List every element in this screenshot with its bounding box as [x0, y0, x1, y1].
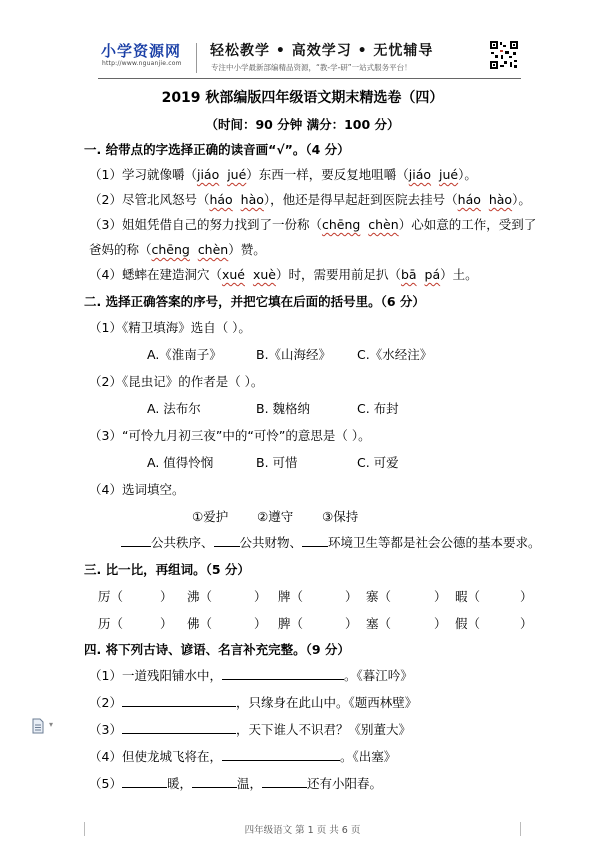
s2-q2-option-b: B. 魏格纳 [256, 401, 311, 416]
s3-paren: ） [520, 589, 533, 604]
chevron-down-icon[interactable]: ▾ [49, 720, 54, 729]
s3-char: 假（ [455, 616, 481, 631]
s3-char: 脾（ [278, 616, 304, 631]
s3-paren: ） [520, 616, 533, 631]
s2-question-1: （1）《精卫填海》选自（ ）。 [89, 320, 251, 335]
site-logo: 小学资源网 [101, 42, 182, 60]
s4-question-2: （2） ，只缘身在此山中。《题西林壁》 [89, 695, 418, 710]
s2-question-2: （2）《昆虫记》的作者是（ ）。 [89, 374, 264, 389]
s3-char: 暇（ [455, 589, 481, 604]
s2-q4-fill-sentence: 公共秩序、 公共财物、 环境卫生等都是社会公德的基本要求。 [121, 533, 541, 551]
exam-title: 2019 秋部编版四年级语文期末精选卷（四） [161, 90, 444, 106]
s3-paren: ） [254, 616, 267, 631]
s4-question-1: （1）一道残阳铺水中， 。《暮江吟》 [89, 668, 413, 683]
s1-question-3-cont: 爸妈的称（chēng chèn）赞。 [89, 242, 266, 257]
s3-char: 牌（ [278, 589, 304, 604]
s2-q2-option-c: C. 布封 [357, 401, 399, 416]
section-3-heading: 三. 比一比，再组词。（5 分） [84, 562, 250, 577]
s4-question-4: （4）但使龙城飞将在， 。《出塞》 [89, 749, 397, 764]
header-rule [98, 78, 521, 79]
s1-question-4: （4）蟋蟀在建造洞穴（xué xuè）时，需要用前足扒（bā pá）土。 [89, 267, 478, 282]
s3-paren: ） [160, 589, 173, 604]
s2-q1-option-b: B.《山海经》 [256, 347, 332, 362]
site-url: http://www.nguanjie.com [102, 60, 182, 67]
blank[interactable] [302, 534, 328, 547]
header-slogan: 轻松教学 • 高效学习 • 无忧辅导 [210, 43, 434, 59]
blank[interactable] [262, 775, 307, 788]
s2-q4-word-3: ③保持 [322, 509, 359, 524]
s3-paren: ） [434, 616, 447, 631]
s2-q2-option-a: A. 法布尔 [147, 401, 201, 416]
s2-q1-option-c: C.《水经注》 [357, 347, 433, 362]
s2-q1-option-a: A.《淮南子》 [147, 347, 222, 362]
s3-paren: ） [345, 616, 358, 631]
blank[interactable] [121, 534, 151, 547]
blank[interactable] [122, 775, 167, 788]
s3-char: 历（ [98, 616, 124, 631]
s3-char: 厉（ [98, 589, 124, 604]
s4-question-5: （5） 暖， 温， 还有小阳春。 [89, 776, 382, 791]
s1-question-2: （2）尽管北风怒号（háo hào），他还是得早起赶到医院去挂号（háo hào）。 [89, 192, 531, 207]
s2-question-3: （3）“可怜九月初三夜”中的“可怜”的意思是（ ）。 [89, 428, 371, 443]
qr-code-icon [489, 40, 519, 70]
s2-q3-option-b: B. 可惜 [256, 455, 298, 470]
blank[interactable] [122, 694, 236, 707]
header-tagline: 专注中小学最新部编精品资源，“教-学-研”一站式服务平台！ [211, 63, 412, 72]
s1-question-1: （1）学习就像嚼（jiáo jué）东西一样，要反复地咀嚼（jiáo jué）。 [89, 167, 477, 182]
s1-question-3: （3）姐姐凭借自己的努力找到了一份称（chēng chèn）心如意的工作，受到了 [89, 217, 537, 232]
blank[interactable] [214, 534, 240, 547]
document-icon[interactable] [30, 718, 46, 734]
s3-paren: ） [434, 589, 447, 604]
blank[interactable] [222, 748, 340, 761]
s3-paren: ） [160, 616, 173, 631]
section-2-heading: 二. 选择正确答案的序号，并把它填在后面的括号里。（6 分） [84, 294, 425, 309]
page-footer: 四年级语文 第 1 页 共 6 页 [244, 825, 361, 836]
s3-paren: ） [254, 589, 267, 604]
s3-char: 佛（ [187, 616, 213, 631]
blank[interactable] [122, 721, 236, 734]
s2-q3-option-a: A. 值得怜悯 [147, 455, 214, 470]
blank[interactable] [222, 667, 344, 680]
s2-q4-word-2: ②遵守 [257, 509, 294, 524]
s3-char: 沸（ [187, 589, 213, 604]
s3-char: 寨（ [366, 589, 392, 604]
s3-paren: ） [345, 589, 358, 604]
header-divider [196, 43, 197, 73]
exam-subtitle: （时间：90 分钟 满分：100 分） [205, 117, 400, 132]
s2-q4-word-1: ①爱护 [192, 509, 229, 524]
section-1-heading: 一. 给带点的字选择正确的读音画“√”。（4 分） [84, 142, 350, 157]
s2-question-4: （4）选词填空。 [89, 482, 185, 497]
blank[interactable] [192, 775, 237, 788]
s4-question-3: （3） ，天下谁人不识君？《别董大》 [89, 722, 411, 737]
section-4-heading: 四. 将下列古诗、谚语、名言补充完整。（9 分） [84, 642, 350, 657]
s3-char: 塞（ [366, 616, 392, 631]
s2-q3-option-c: C. 可爱 [357, 455, 399, 470]
